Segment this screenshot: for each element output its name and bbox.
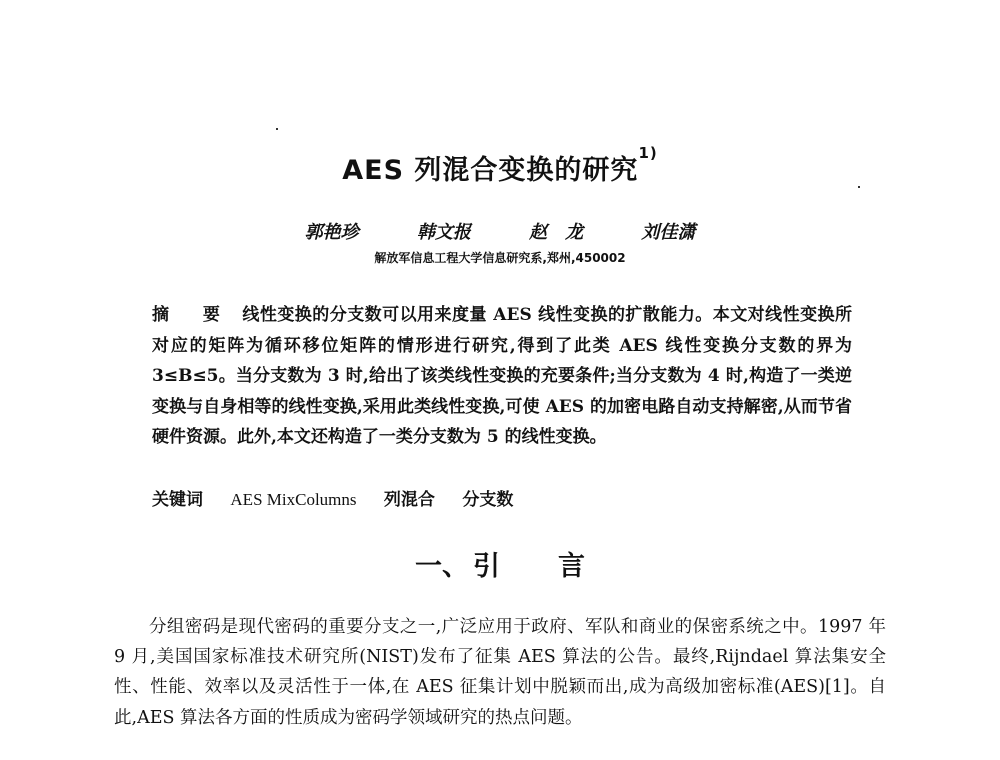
scan-speck — [276, 128, 278, 130]
abstract-label: 摘 要 — [152, 305, 229, 325]
affiliation: 解放军信息工程大学信息研究系,郑州,450002 — [374, 251, 626, 265]
abstract-text: 线性变换的分支数可以用来度量 AES 线性变换的扩散能力。本文对线性变换所对应的矩阵为循环移位矩阵的情形进行研究,得到了此类 AES 线性变换分支数的界为 3≤B≤5。当分支数为 3 时,给出了该类线性变换的充要条件;当分支数为 4 时,构造了一类逆变换与自身相等的线性变换,采用此类线性变换,可使 AES 的加密电路自动支持解密,从而节省硬件资源。此外,本文还构造了一类分支数为 5 的线性变换。 — [152, 305, 853, 448]
author-name: 刘佳潇 — [641, 222, 696, 243]
author-name: 赵 龙 — [529, 222, 584, 243]
author-list — [0, 218, 1000, 244]
paper-title — [0, 144, 1000, 187]
keyword: 列混合 — [383, 490, 435, 510]
title-text: AES 列混合变换的研究 — [342, 155, 639, 186]
abstract — [152, 300, 852, 453]
section-title-char: 言 — [558, 551, 585, 582]
keyword: AES MixColumns — [230, 490, 357, 509]
intro-paragraph: 分组密码是现代密码的重要分支之一,广泛应用于政府、军队和商业的保密系统之中。1997 年 9 月,美国国家标准技术研究所(NIST)发布了征集 AES 算法的公告。最终,Rijndael 算法集安全性、性能、效率以及灵活性于一体,在 AES 征集计划中脱颖而出,成为高级加密标准(AES)[1]。自此,AES 算法各方面的性质成为密码学领域研究的热点问题。 — [114, 617, 886, 728]
section-heading — [0, 544, 1000, 583]
section-title-char: 引 — [473, 551, 500, 582]
keywords — [152, 486, 852, 514]
keywords-label: 关键词 — [152, 490, 203, 510]
section-number: 一、 — [415, 551, 469, 582]
author-name: 韩文报 — [416, 222, 471, 243]
author-name: 郭艳珍 — [304, 222, 359, 243]
keyword: 分支数 — [462, 490, 514, 510]
title-footnote-marker: 1) — [638, 144, 658, 162]
